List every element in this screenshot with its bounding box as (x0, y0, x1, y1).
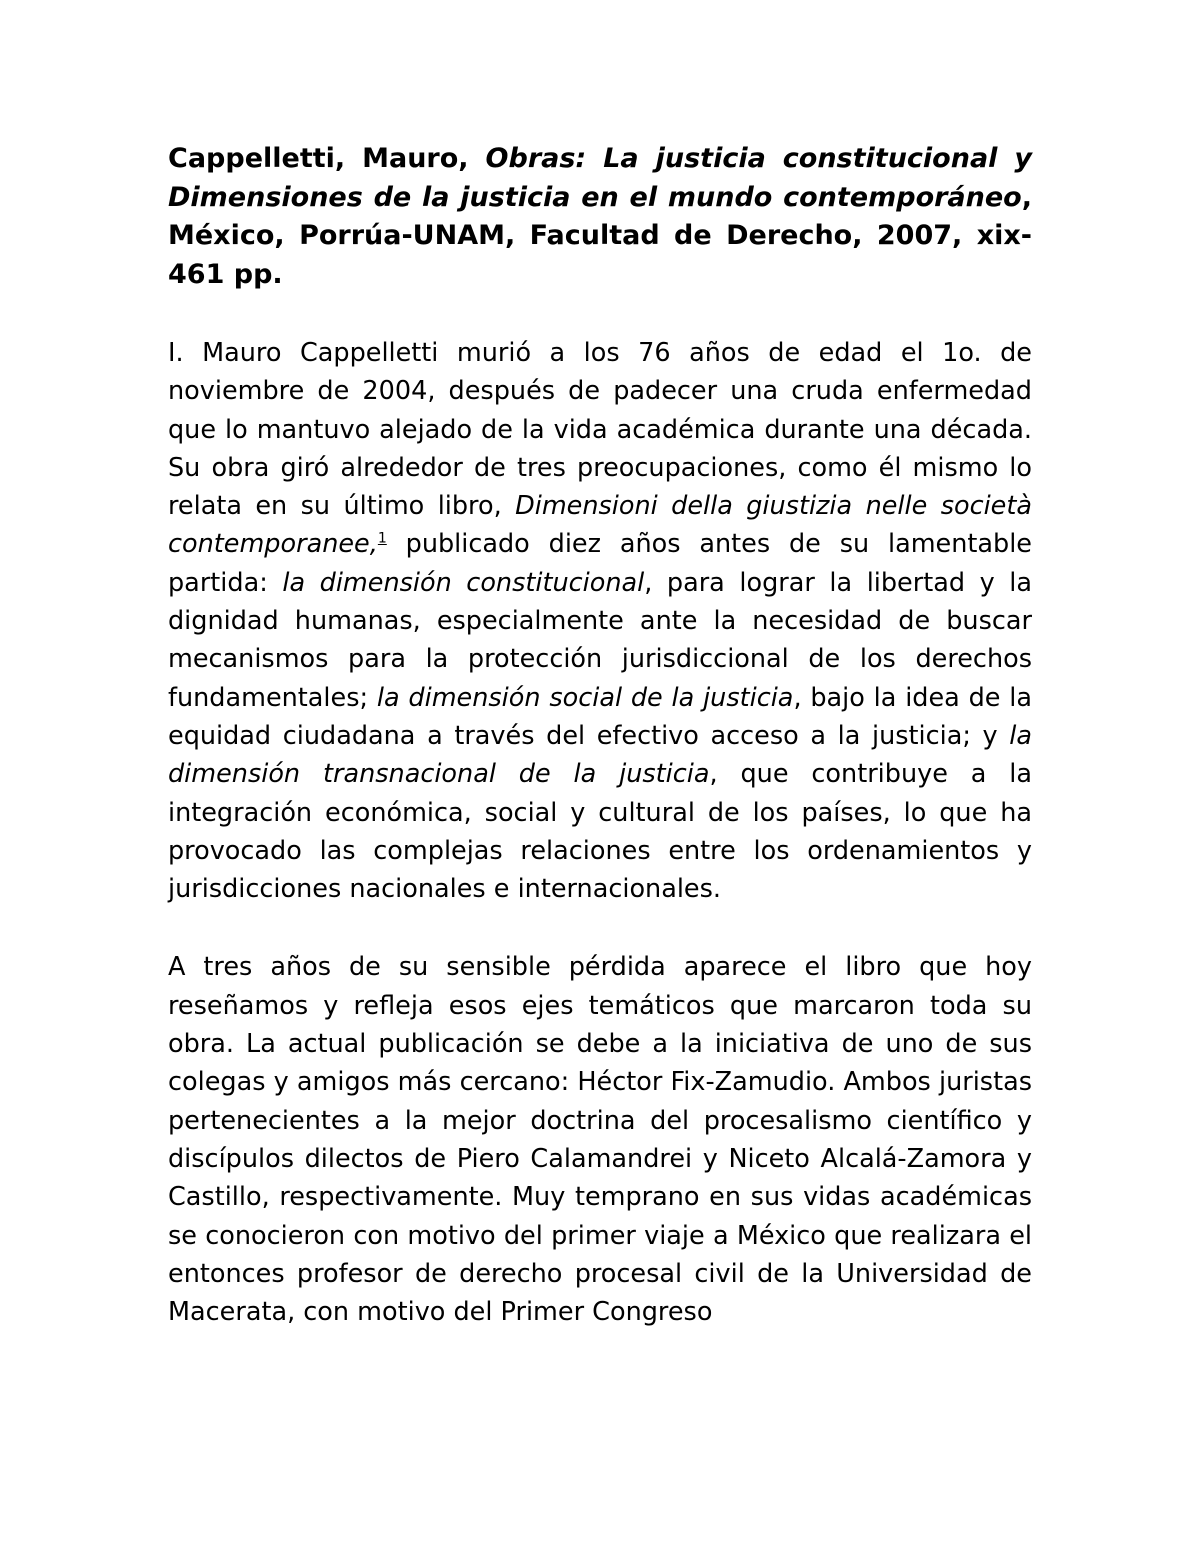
review-title (168, 140, 1032, 294)
paragraph-1-italic-2: la dimensión constitucional (282, 567, 645, 598)
paragraph-1-text-4: , bajo la idea de la equidad ciudadana a través del efectivo acceso a la justicia; y (168, 682, 1033, 751)
paragraph-1-text-5: , que contribuye a la integración económica, social y cultural de los países, lo que ha provocado las complejas relaciones entre los ordenamientos y jurisdicciones nacionales e internacionales. (168, 759, 1032, 905)
paragraph-1 (168, 334, 1032, 908)
paragraph-2: A tres años de su sensible pérdida aparece el libro que hoy reseñamos y refleja esos ejes temáticos que marcaron toda su obra. La actual publicación se debe a la iniciativa de uno de sus colegas y amigos más cercano: Héctor Fix-Zamudio. Ambos juristas pertenecientes a la mejor doctrina del procesalismo científico y discípulos dilectos de Piero Calamandrei y Niceto Alcalá-Zamora y Castillo, respectivamente. Muy temprano en sus vidas académicas se conocieron con motivo del primer viaje a México que realizara el entonces profesor de derecho procesal civil de la Universidad de Macerata, con motivo del Primer Congreso (168, 952, 1032, 1328)
paragraph-1-text-3: , para lograr la libertad y la dignidad humanas, especialmente ante la necesidad de buscar mecanismos para la protección jurisdiccional de los derechos fundamentales; (168, 567, 1032, 713)
title-publication: , México, Porrúa-UNAM, Facultad de Derecho, 2007, xix-461 pp. (168, 181, 1032, 290)
paragraph-1-italic-1: Dimensioni della giustizia nelle società contemporanee, (168, 491, 1032, 560)
paragraph-1-text-1: I. Mauro Cappelletti murió a los 76 años de edad el 1o. de noviembre de 2004, después de padecer una cruda enfermedad que lo mantuvo alejado de la vida académica durante una década. Su obra giró alrededor de tres preocupaciones, como él mismo lo relata en su último libro, (168, 338, 1032, 522)
title-author: Cappelletti, Mauro, (168, 143, 486, 174)
paragraph-1-italic-4: la dimensión transnacional de la justicia (168, 720, 1032, 790)
paragraph-1-italic-3: la dimensión social de la justicia (376, 682, 794, 713)
title-book: Obras: La justicia constitucional y Dimensiones de la justicia en el mundo contemporáneo (168, 143, 1032, 213)
footnote-link[interactable]: 1 (377, 530, 387, 547)
paragraph-1-text-2: publicado diez años antes de su lamentable partida: (168, 529, 1032, 598)
